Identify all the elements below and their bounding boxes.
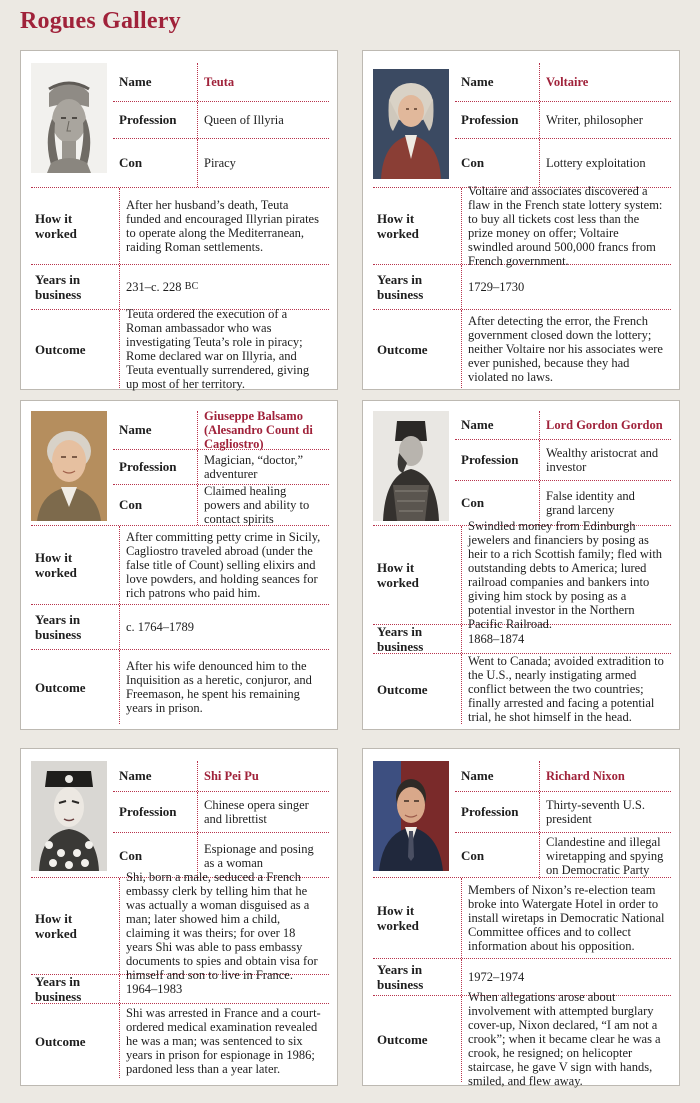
outcome-value: Went to Canada; avoided extradition to the U.S., nearly instigating armed conflict between the two countries; finally arrested and facing a potential trial, he shot himself in the head. [468, 654, 664, 724]
outcome-label: Outcome [31, 310, 120, 388]
outcome-label: Outcome [373, 996, 462, 1082]
portrait-gordon [373, 411, 449, 521]
years-value: 1729–1730 [468, 280, 525, 294]
years-value: 1972–1974 [468, 970, 525, 984]
info-table [113, 411, 329, 525]
rogue-card-nixon [362, 748, 680, 1086]
rogue-card-shi-pei-pu [20, 748, 338, 1086]
years-value: 1964–1983 [126, 982, 183, 996]
page-title: Rogues Gallery [20, 8, 181, 34]
how-it-worked-label: How it worked [31, 878, 120, 974]
name-value: Teuta [204, 75, 235, 89]
how-it-worked-value: Members of Nixon’s re-election team broke into Watergate Hotel in order to install wiretaps in Democratic National Committee offices and to collect information about his opposition. [468, 883, 665, 953]
con-label: Con [113, 833, 198, 879]
profession-value: Chinese opera singer and librettist [204, 798, 309, 826]
info-table [455, 761, 671, 877]
how-it-worked-label: How it worked [373, 526, 462, 624]
years-label: Years in business [373, 265, 462, 309]
how-it-worked-value: After her husband’s death, Teuta funded and encouraged Illyrian pirates to operate along the Mediterranean, raiding Roman settlements. [126, 198, 319, 254]
how-it-worked-value: Swindled money from Edinburgh jewelers and financiers by posing as heir to a rich Scottish family; fled with outstanding debts to America; lured railroad companies and bankers into giving him stock by posing as a potential investor in the Northern Pacific Railroad. [468, 519, 663, 631]
profession-label: Profession [113, 102, 198, 138]
portrait-nixon [373, 761, 449, 871]
years-value: c. 1764–1789 [126, 620, 195, 634]
outcome-value: After detecting the error, the French government closed down the lottery; neither Voltaire nor his associates were ever punished, because they had violated no laws. [468, 314, 663, 384]
name-value: Giuseppe Balsamo (Alesandro Count di Cagliostro) [204, 409, 313, 451]
portrait-voltaire [373, 69, 449, 179]
years-label: Years in business [373, 625, 462, 653]
outcome-label: Outcome [373, 310, 462, 388]
name-label: Name [113, 411, 198, 449]
name-value: Voltaire [546, 75, 589, 89]
how-it-worked-value: After committing petty crime in Sicily, Cagliostro traveled abroad (under the false title of Count) selling elixirs and love powders, and holding seances for rich patrons who paid him. [126, 530, 321, 600]
name-value: Richard Nixon [546, 769, 625, 783]
name-label: Name [455, 761, 540, 791]
profession-value: Queen of Illyria [204, 113, 284, 127]
info-table [455, 63, 671, 187]
portrait-shi-pei-pu [31, 761, 107, 871]
con-value: Clandestine and illegal wiretapping and spying on Democratic Party [546, 835, 664, 877]
rogue-card-teuta [20, 50, 338, 390]
years-label: Years in business [31, 605, 120, 649]
name-label: Name [113, 63, 198, 101]
con-value: Espionage and posing as a woman [204, 842, 314, 870]
years-value: 231–c. 228 BC [126, 280, 199, 294]
how-it-worked-value: Voltaire and associates discovered a flaw in the French state lottery system: to buy all tickets cost less than the prize money on offer; Voltaire swindled around 500,000 francs from French government. [468, 184, 663, 268]
outcome-label: Outcome [31, 650, 120, 724]
info-table [113, 63, 329, 187]
outcome-value: After his wife denounced him to the Inquisition as a heretic, conjuror, and Freemason, he spent his remaining years in prison. [126, 659, 312, 715]
info-table [113, 761, 329, 877]
profession-value: Magician, “doctor,” adventurer [204, 453, 304, 481]
outcome-label: Outcome [373, 654, 462, 724]
years-label: Years in business [31, 265, 120, 309]
profession-label: Profession [455, 792, 540, 832]
name-label: Name [455, 411, 540, 439]
name-label: Name [455, 63, 540, 101]
info-table [455, 411, 671, 525]
name-value: Lord Gordon Gordon [546, 418, 663, 432]
how-it-worked-label: How it worked [31, 526, 120, 604]
outcome-value: When allegations arose about involvement with attempted burglary cover-up, Nixon declared, “I am not a crook”; when it became clear he was a crook, he resigned; on helicopter staircase, he gave V sign with hands, smiled, and flew away. [468, 990, 661, 1088]
outcome-value: Shi was arrested in France and a court-ordered medical examination revealed he was a man; was sentenced to six years in prison for espionage in 1986; pardoned less than a year later. [126, 1006, 321, 1076]
outcome-label: Outcome [31, 1004, 120, 1078]
con-label: Con [455, 139, 540, 187]
profession-label: Profession [113, 792, 198, 832]
years-label: Years in business [31, 975, 120, 1003]
outcome-value: Teuta ordered the execution of a Roman ambassador who was investigating Teuta’s role in piracy; Rome declared war on Illyria, and Teuta eventually surrendered, giving up most of her territory. [126, 307, 310, 391]
con-value: Lottery exploitation [546, 156, 646, 170]
name-value: Shi Pei Pu [204, 769, 259, 783]
con-value: Piracy [204, 156, 236, 170]
how-it-worked-value: Shi, born a male, seduced a French embassy clerk by telling him that he was actually a woman disguised as a man; later showed him a child, claiming it was theirs; for over 18 years Shi was able to pass embassy documents to spies and obtain visa for himself and son to live in France. [126, 870, 318, 982]
con-label: Con [455, 481, 540, 525]
profession-value: Thirty-seventh U.S. president [546, 798, 645, 826]
profession-label: Profession [113, 450, 198, 484]
years-value: 1868–1874 [468, 632, 525, 646]
rogue-card-cagliostro [20, 400, 338, 730]
profession-label: Profession [455, 440, 540, 480]
how-it-worked-label: How it worked [31, 188, 120, 264]
con-label: Con [455, 833, 540, 879]
con-label: Con [113, 485, 198, 525]
portrait-cagliostro [31, 411, 107, 521]
how-it-worked-label: How it worked [373, 188, 462, 264]
profession-label: Profession [455, 102, 540, 138]
profession-value: Wealthy aristocrat and investor [546, 446, 659, 474]
profession-value: Writer, philosopher [546, 113, 643, 127]
name-label: Name [113, 761, 198, 791]
years-label: Years in business [373, 959, 462, 995]
con-value: False identity and grand larceny [546, 489, 635, 517]
how-it-worked-label: How it worked [373, 878, 462, 958]
rogue-card-voltaire [362, 50, 680, 390]
rogue-card-gordon [362, 400, 680, 730]
con-label: Con [113, 139, 198, 187]
era-label: BC [184, 281, 199, 292]
con-value: Claimed healing powers and ability to contact spirits [204, 484, 310, 526]
portrait-teuta [31, 63, 107, 173]
